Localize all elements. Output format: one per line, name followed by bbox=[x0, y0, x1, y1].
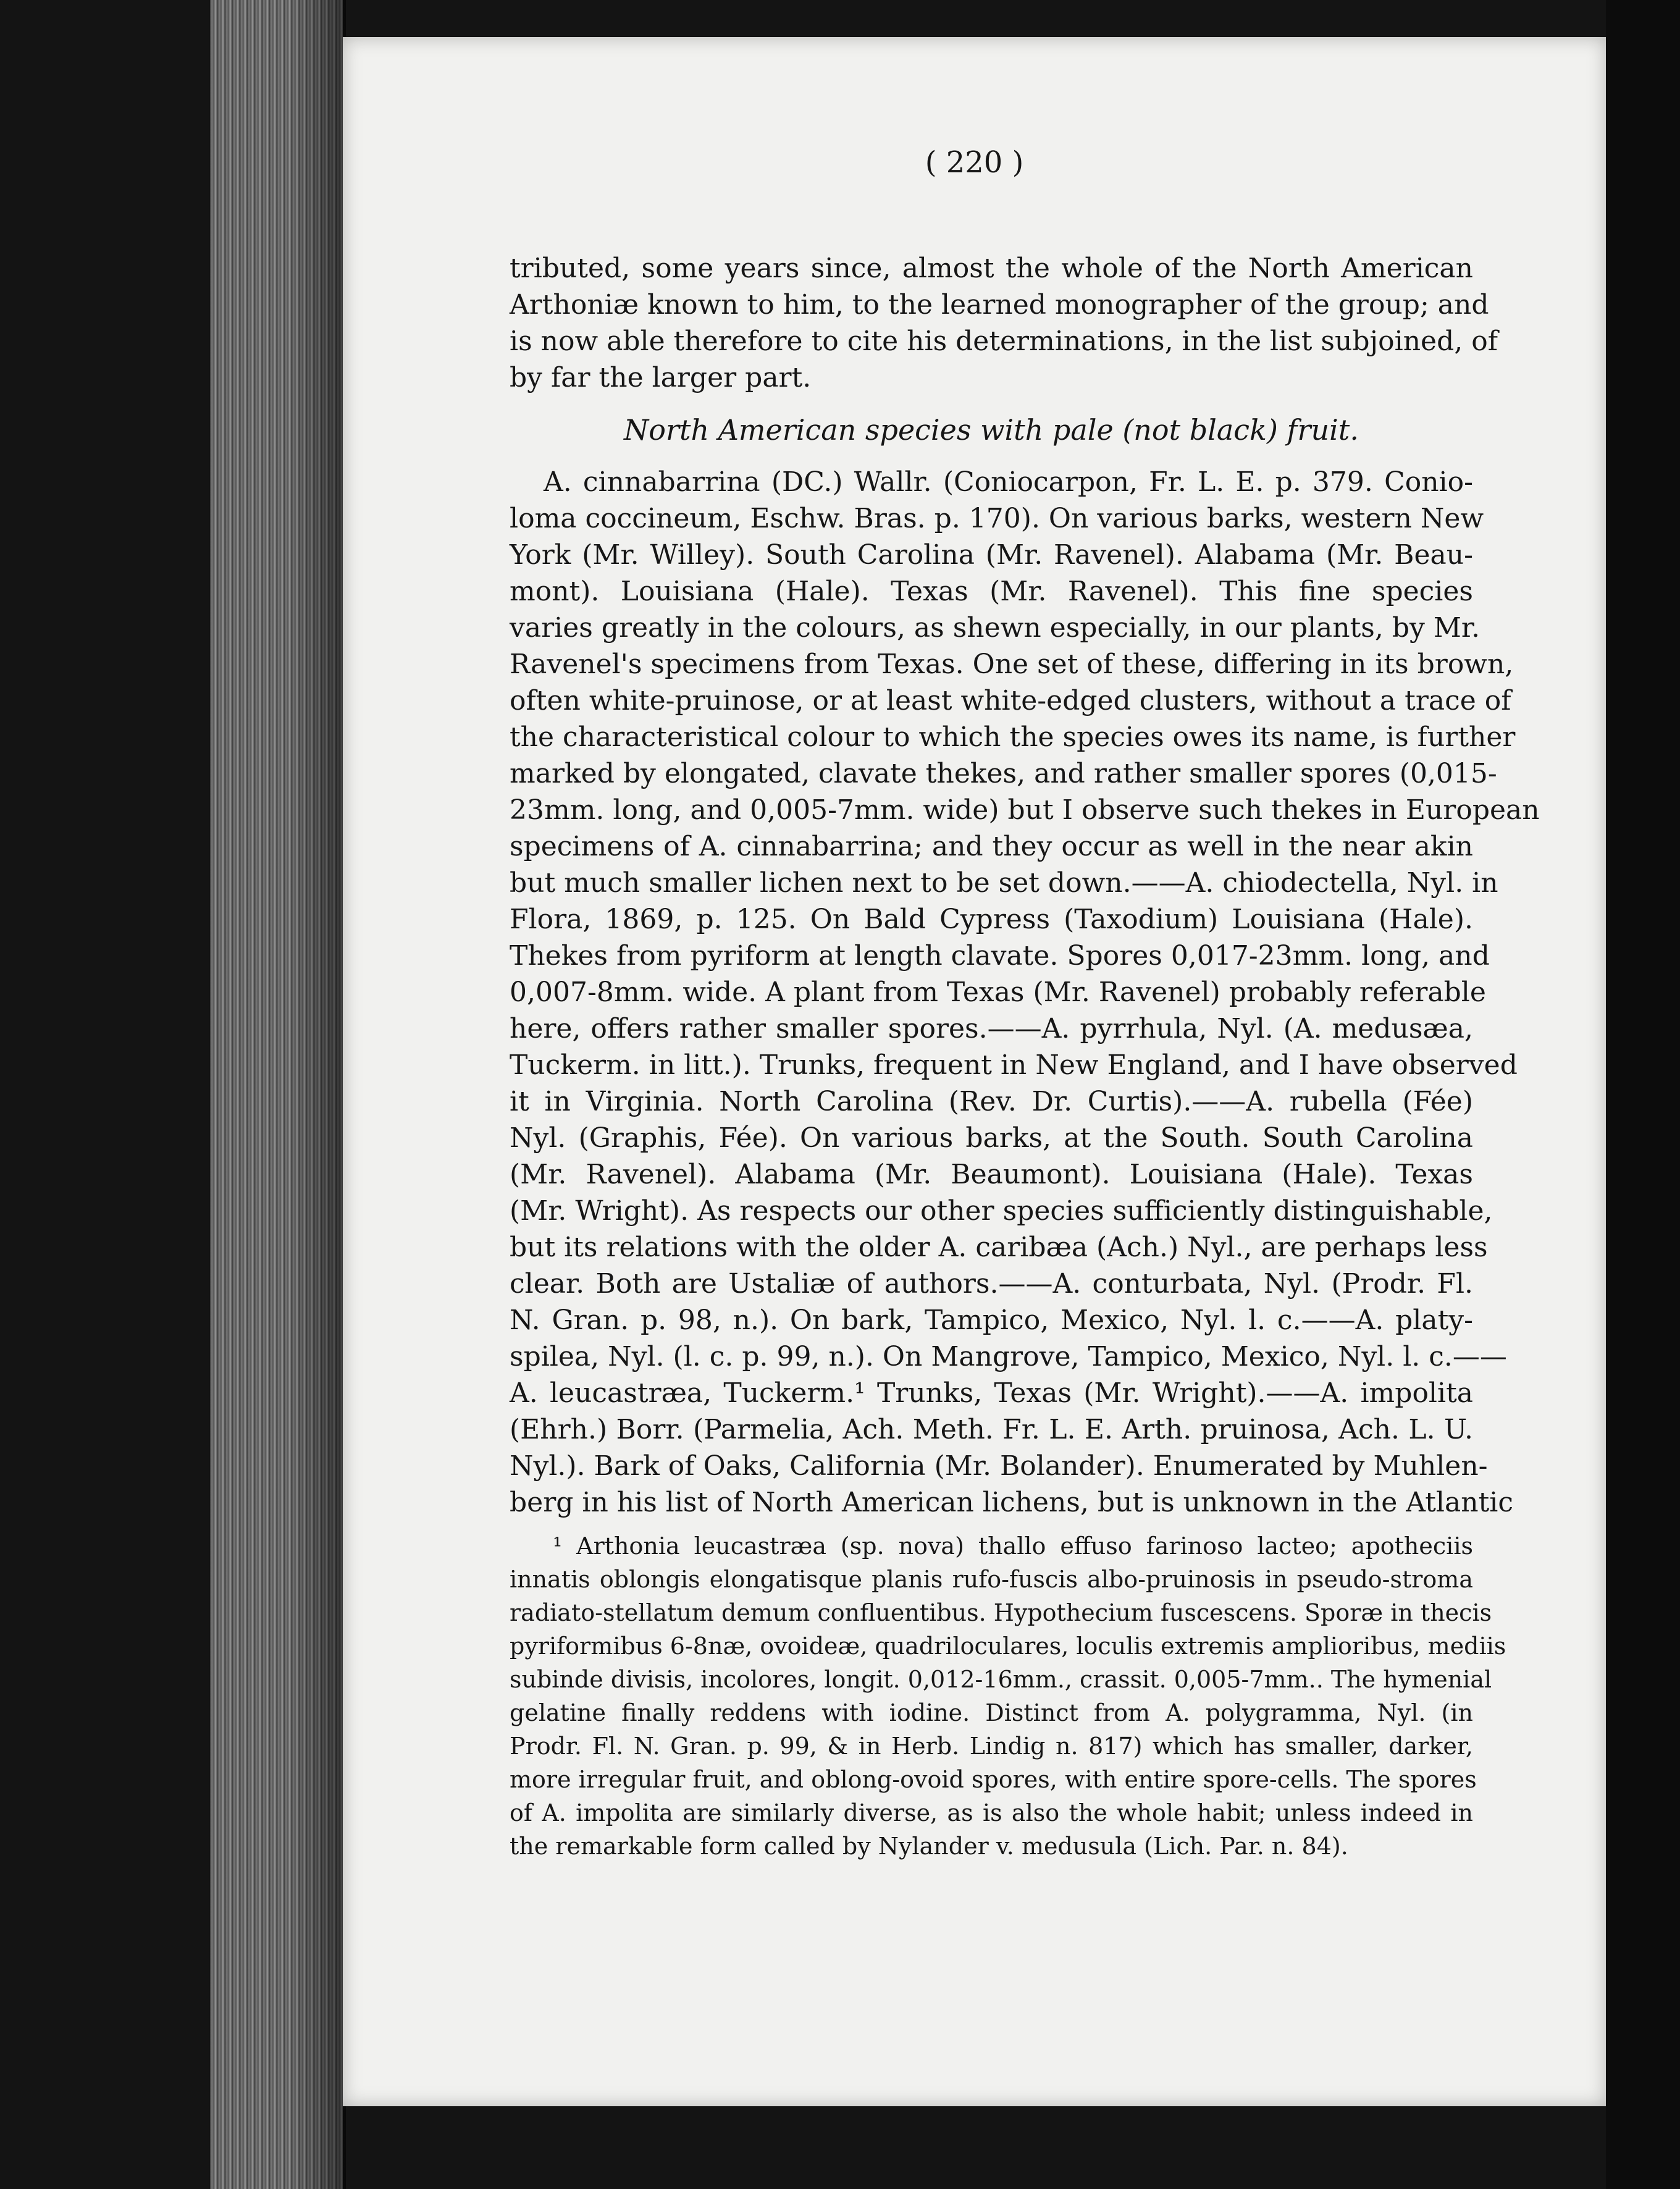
text-line: A. cinnabarrina (DC.) Wallr. (Coniocarpon, Fr. L. E. p. 379. Conio- bbox=[544, 466, 1473, 498]
text-line: it in Virginia. North Carolina (Rev. Dr. Curtis).——A. rubella (Fée) bbox=[510, 1086, 1473, 1117]
text-line: spilea, Nyl. (l. c. p. 99, n.). On Mangrove, Tampico, Mexico, Nyl. l. c.—— bbox=[510, 1341, 1507, 1372]
text-line: Arthoniæ known to him, to the learned monographer of the group; and bbox=[510, 289, 1489, 321]
text-line: 0,007-8mm. wide. A plant from Texas (Mr. Ravenel) probably referable bbox=[510, 977, 1486, 1008]
text-line: but its relations with the older A. caribæa (Ach.) Nyl., are perhaps less bbox=[510, 1232, 1488, 1263]
right-margin-dark bbox=[1606, 0, 1680, 2189]
page-number: ( 220 ) bbox=[925, 145, 1024, 180]
footnote-line: gelatine finally reddens with iodine. Distinct from A. polygramma, Nyl. (in bbox=[510, 1699, 1473, 1726]
text-line: clear. Both are Ustaliæ of authors.——A. conturbata, Nyl. (Prodr. Fl. bbox=[510, 1268, 1473, 1300]
text-line: (Ehrh.) Borr. (Parmelia, Ach. Meth. Fr. L. E. Arth. pruinosa, Ach. L. U. bbox=[510, 1414, 1473, 1445]
text-line: the characteristical colour to which the species owes its name, is further bbox=[510, 721, 1516, 753]
book-page bbox=[343, 37, 1606, 2106]
text-line: Ravenel's specimens from Texas. One set of these, differing in its brown, bbox=[510, 649, 1514, 680]
gutter-shadow bbox=[290, 0, 346, 2189]
text-line: is now able therefore to cite his determinations, in the list subjoined, of bbox=[510, 326, 1498, 357]
text-line: (Mr. Ravenel). Alabama (Mr. Beaumont). Louisiana (Hale). Texas bbox=[510, 1159, 1473, 1190]
text-line: varies greatly in the colours, as shewn especially, in our plants, by Mr. bbox=[510, 612, 1480, 644]
footnote-line: of A. impolita are similarly diverse, as is also the whole habit; unless indeed in bbox=[510, 1799, 1473, 1826]
text-line: Tuckerm. in litt.). Trunks, frequent in New England, and I have observed bbox=[510, 1049, 1518, 1081]
text-line: specimens of A. cinnabarrina; and they occur as well in the near akin bbox=[510, 831, 1473, 862]
page-body bbox=[510, 250, 1540, 1863]
footnote bbox=[510, 1529, 1506, 1863]
footnote-line: innatis oblongis elongatisque planis rufo-fuscis albo-pruinosis in pseudo-stroma bbox=[510, 1566, 1473, 1593]
text-line: tributed, some years since, almost the whole of the North American bbox=[510, 253, 1473, 284]
text-line: mont). Louisiana (Hale). Texas (Mr. Ravenel). This fine species bbox=[510, 576, 1473, 607]
species-paragraph bbox=[510, 464, 1540, 1521]
text-line: but much smaller lichen next to be set down.——A. chiodectella, Nyl. in bbox=[510, 867, 1498, 899]
text-line: here, offers rather smaller spores.——A. pyrrhula, Nyl. (A. medusæa, bbox=[510, 1013, 1473, 1044]
text-line: Nyl. (Graphis, Fée). On various barks, at the South. South Carolina bbox=[510, 1122, 1473, 1154]
text-line: often white-pruinose, or at least white-edged clusters, without a trace of bbox=[510, 685, 1511, 716]
footnote-line: ¹ Arthonia leucastræa (sp. nova) thallo effuso farinoso lacteo; apotheciis bbox=[553, 1532, 1473, 1560]
text-line: Flora, 1869, p. 125. On Bald Cypress (Taxodium) Louisiana (Hale). bbox=[510, 904, 1473, 935]
text-line: marked by elongated, clavate thekes, and rather smaller spores (0,015- bbox=[510, 758, 1497, 789]
footnote-line: subinde divisis, incolores, longit. 0,012-16mm., crassit. 0,005-7mm.. The hymenial bbox=[510, 1666, 1492, 1693]
text-line: by far the larger part. bbox=[510, 362, 812, 393]
text-line: berg in his list of North American lichens, but is unknown in the Atlantic bbox=[510, 1487, 1513, 1518]
spacer bbox=[510, 1521, 1473, 1529]
footnote-line: radiato-stellatum demum confluentibus. Hypothecium fuscescens. Sporæ in thecis bbox=[510, 1599, 1492, 1626]
text-line: loma coccineum, Eschw. Bras. p. 170). On various barks, western New bbox=[510, 503, 1484, 534]
intro-paragraph bbox=[510, 250, 1498, 396]
footnote-line: pyriformibus 6-8næ, ovoideæ, quadriloculares, loculis extremis amplioribus, mediis bbox=[510, 1632, 1506, 1660]
text-line: (Mr. Wright). As respects our other species sufficiently distinguishable, bbox=[510, 1195, 1493, 1227]
text-line: A. leucastræa, Tuckerm.¹ Trunks, Texas (Mr. Wright).——A. impolita bbox=[510, 1377, 1473, 1409]
text-line: N. Gran. p. 98, n.). On bark, Tampico, Mexico, Nyl. l. c.——A. platy- bbox=[510, 1305, 1473, 1336]
text-line: Thekes from pyriform at length clavate. Spores 0,017-23mm. long, and bbox=[510, 940, 1490, 972]
text-line: York (Mr. Willey). South Carolina (Mr. Ravenel). Alabama (Mr. Beau- bbox=[510, 539, 1473, 571]
footnote-line: more irregular fruit, and oblong-ovoid spores, with entire spore-cells. The spores bbox=[510, 1766, 1477, 1793]
section-heading: North American species with pale (not black) fruit. bbox=[624, 413, 1359, 447]
footnote-line: the remarkable form called by Nylander v. medusula (Lich. Par. n. 84). bbox=[510, 1833, 1348, 1860]
text-line: 23mm. long, and 0,005-7mm. wide) but I observe such thekes in European bbox=[510, 794, 1540, 826]
text-line: Nyl.). Bark of Oaks, California (Mr. Bolander). Enumerated by Muhlen- bbox=[510, 1450, 1488, 1482]
footnote-line: Prodr. Fl. N. Gran. p. 99, & in Herb. Lindig n. 817) which has smaller, darker, bbox=[510, 1733, 1473, 1760]
